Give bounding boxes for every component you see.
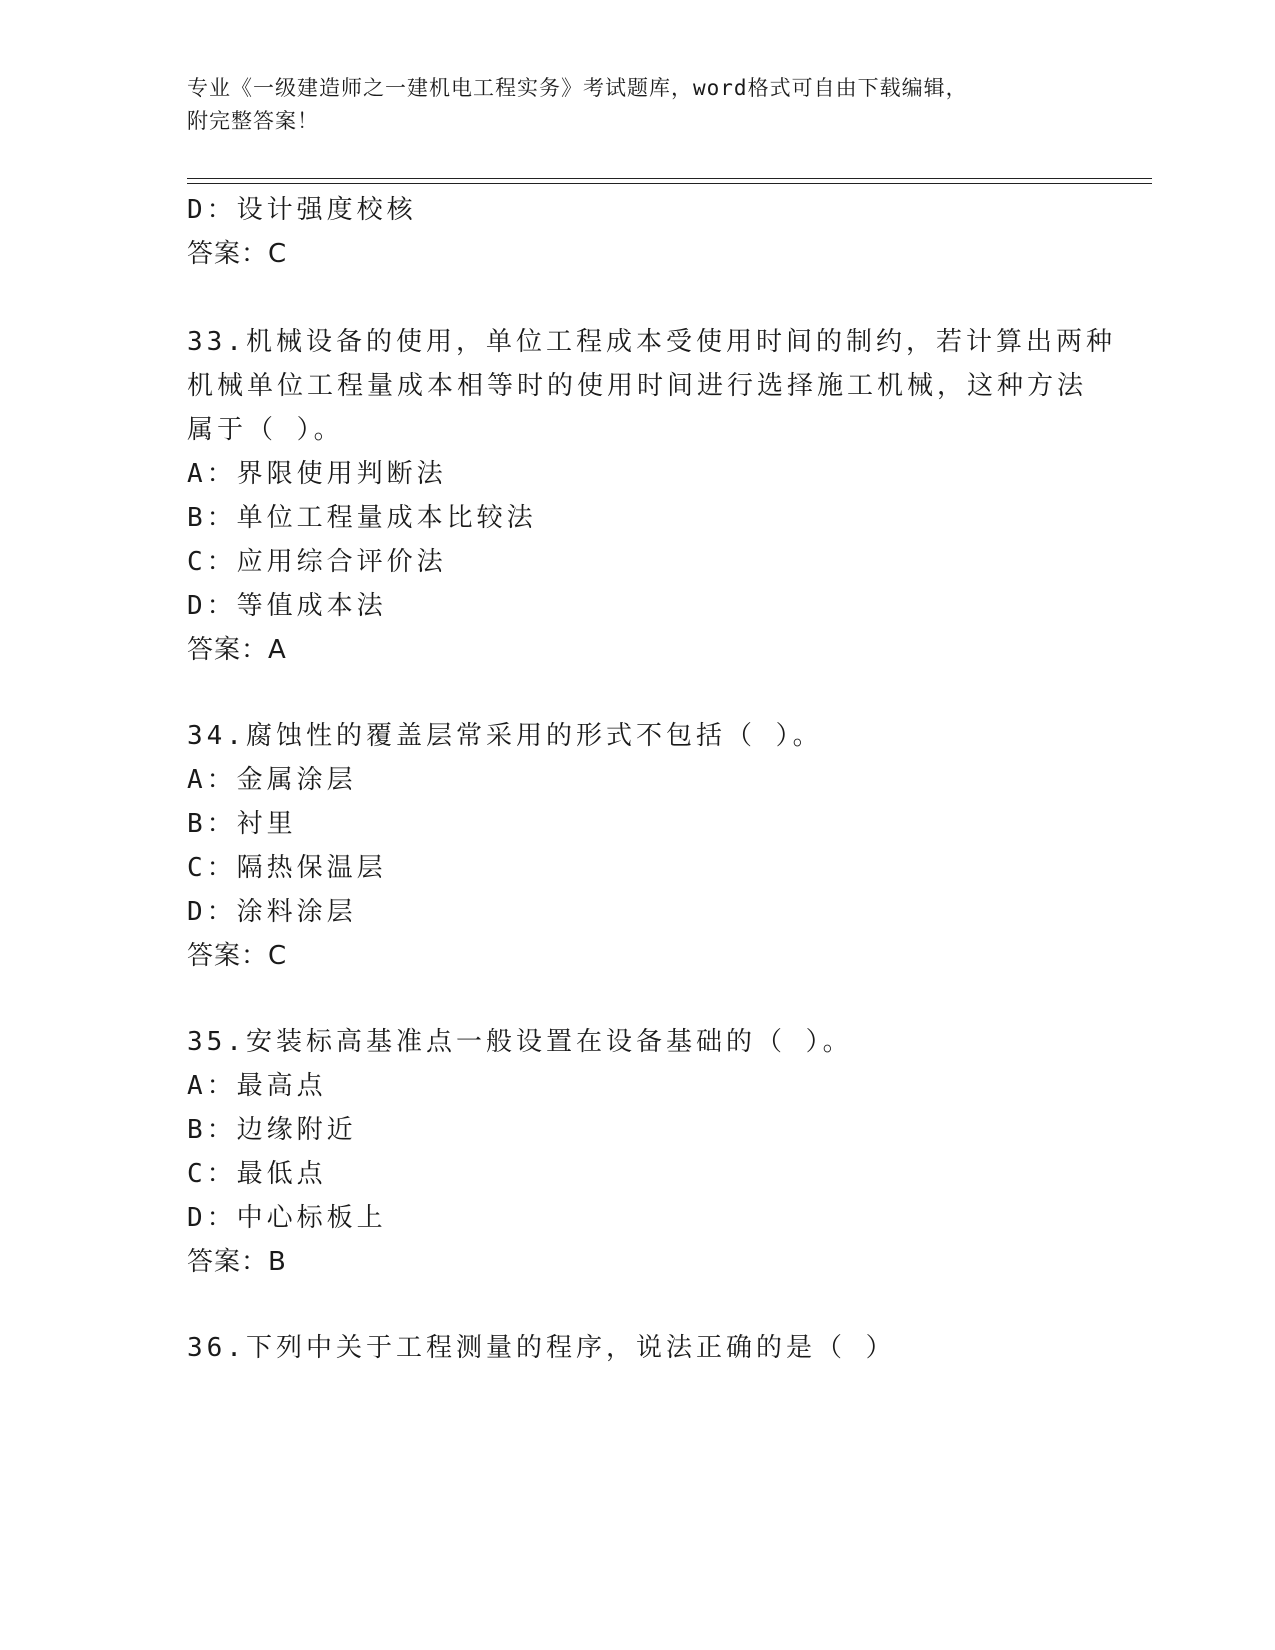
option-a: A：最高点 — [187, 1071, 327, 1101]
option-c: C：隔热保温层 — [187, 853, 387, 883]
header-divider-bottom — [187, 183, 1152, 184]
header-line-2: 附完整答案！ — [187, 109, 319, 133]
option-b: B：边缘附近 — [187, 1115, 357, 1145]
question-stem-line: 36.下列中关于工程测量的程序，说法正确的是（ ） — [187, 1333, 896, 1363]
document-header — [187, 72, 1087, 138]
header-line-1: 专业《一级建造师之一建机电工程实务》考试题库，word格式可自由下载编辑， — [187, 76, 968, 100]
prev-answer: 答案：C — [187, 239, 288, 269]
question-stem-line: 33.机械设备的使用，单位工程成本受使用时间的制约，若计算出两种 — [187, 327, 1116, 357]
answer: 答案：B — [187, 1247, 287, 1277]
option-c: C：最低点 — [187, 1159, 327, 1189]
option-a: A：界限使用判断法 — [187, 459, 447, 489]
prev-option-d: D：设计强度校核 — [187, 195, 417, 225]
answer: 答案：C — [187, 941, 288, 971]
question-stem-line: 属于（ ）。 — [187, 415, 344, 445]
option-b: B：单位工程量成本比较法 — [187, 503, 537, 533]
option-c: C：应用综合评价法 — [187, 547, 447, 577]
option-d: D：涂料涂层 — [187, 897, 357, 927]
question-stem-line: 机械单位工程量成本相等时的使用时间进行选择施工机械，这种方法 — [187, 371, 1088, 401]
option-b: B：衬里 — [187, 809, 297, 839]
header-divider-top — [187, 178, 1152, 179]
question-stem-line: 35.安装标高基准点一般设置在设备基础的（ ）。 — [187, 1027, 853, 1057]
question-stem-line: 34.腐蚀性的覆盖层常采用的形式不包括（ ）。 — [187, 721, 823, 751]
option-d: D：中心标板上 — [187, 1203, 387, 1233]
answer: 答案：A — [187, 635, 287, 665]
option-a: A：金属涂层 — [187, 765, 357, 795]
option-d: D：等值成本法 — [187, 591, 387, 621]
